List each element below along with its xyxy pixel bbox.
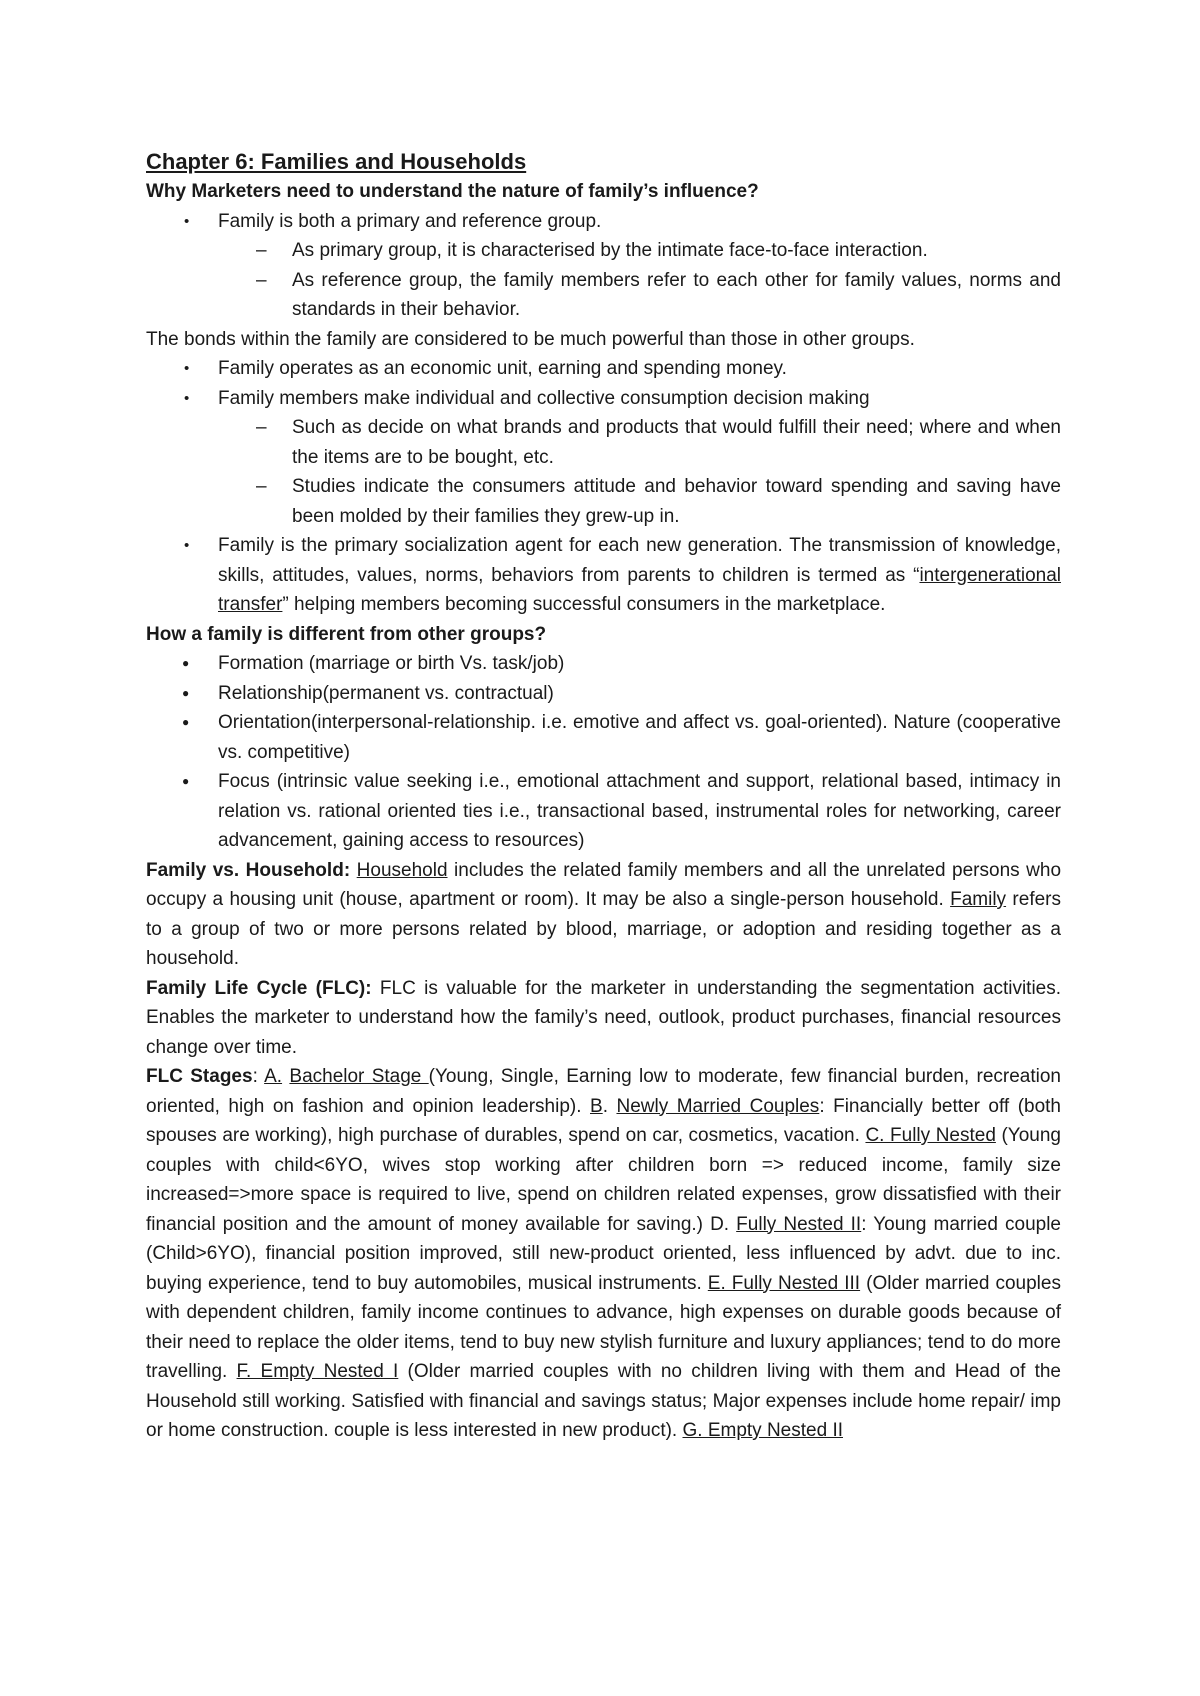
list-primary-reference <box>146 207 1061 325</box>
flc-label: Family Life Cycle (FLC): <box>146 977 372 999</box>
stage-empty-nested-i: F. Empty Nested I <box>236 1361 399 1382</box>
family-term: Family <box>950 889 1007 910</box>
stage-fully-nested-ii: Fully Nested II <box>736 1213 862 1235</box>
flc-stages-label: FLC Stages <box>146 1066 253 1087</box>
heading-why-marketers: Why Marketers need to understand the nature of family’s influence? <box>146 181 759 202</box>
paragraph-family-vs-household: Family vs. Household: Household includes the related family members and all the unrelated persons who occupy a housing unit (house, apartment or room). It may be also a single-person household. Family refers to a group of two or more persons related by blood, marriage, or adoption and residing together as a household. <box>146 859 1062 969</box>
family-vs-household-label: Family vs. Household <box>146 859 344 881</box>
household-term: Household <box>356 859 448 881</box>
stage-fully-nested: C. Fully Nested <box>865 1125 996 1146</box>
heading-family-different: How a family is different from other groups? <box>146 623 547 645</box>
dash-brands-products: – Such as decide on what brands and products that would fulfill their need; where and when the items are to be bought, etc. <box>146 413 1061 472</box>
stage-newly-married: Newly Married Couples <box>616 1095 820 1117</box>
bullet-orientation: ● Orientation(interpersonal-relationship. i.e. emotive and affect vs. goal-oriented). Nature (cooperative vs. competitive) <box>146 708 1061 767</box>
socialization-text-pre: Family is the primary socialization agent for each new generation. The transmission of knowledge, skills, attitudes, values, norms, behaviors from parents to children is termed as “ <box>218 535 1061 586</box>
dash-studies-indicate: – Studies indicate the consumers attitude and behavior toward spending and saving have been molded by their families they grew-up in. <box>146 472 1061 531</box>
bullet-formation: ● Formation (marriage or birth Vs. task/job) <box>146 649 1061 679</box>
stage-bachelor: Bachelor Stage <box>289 1066 429 1087</box>
stage-empty-nested-ii: G. Empty Nested II <box>682 1420 843 1441</box>
paragraph-flc: Family Life Cycle (FLC): FLC is valuable for the marketer in understanding the segmentation activities. Enables the marketer to understand how the family’s need, outlook, product purchases, financial resources change over time. <box>146 977 1062 1058</box>
intergenerational-transfer-term: intergenerational transfer <box>218 564 1061 615</box>
paragraph-bonds: The bonds within the family are considered to be much powerful than those in other groups. <box>146 328 915 350</box>
bullet-socialization-agent <box>146 531 1061 620</box>
document-page <box>146 147 1061 1446</box>
dash-primary-group: – As primary group, it is characterised by the intimate face-to-face interaction. <box>146 236 1061 266</box>
socialization-text-post: ” helping members becoming successful consumers in the marketplace. <box>282 594 886 615</box>
stage-fully-nested-iii: E. Fully Nested III <box>707 1272 861 1294</box>
paragraph-flc-stages: FLC Stages: A. Bachelor Stage (Young, Single, Earning low to moderate, few financial burden, recreation oriented, high on fashion and opinion leadership). B. Newly Married Couples: Financially better off (both spouses are working), high purchase of durables, spend on car, cosmetics, vacation. C. Fully Nested (Young couples with child<6YO, wives stop working after children born => reduced income, family size increased=>more space is required to live, spend on children related expenses, grow dissatisfied with their financial position and the amount of money available for saving.) D. Fully Nested II: Young married couple (Child>6YO), financial position improved, still new-product oriented, less influenced by advt. due to inc. buying experience, tend to buy automobiles, musical instruments. E. Fully Nested III (Older married couples with dependent children, family income continues to advance, high expenses on durable goods because of their need to replace the older items, tend to buy new stylish furniture and luxury appliances; tend to do more travelling. F. Empty Nested I (Older married couples with no children living with them and Head of the Household still working. Satisfied with financial and savings status; Major expenses include home repair/ imp or home construction. couple is less interested in new product). G. Empty Nested II <box>146 1066 1062 1441</box>
bullet-relationship: ● Relationship(permanent vs. contractual) <box>146 679 1061 709</box>
list-differences <box>146 649 1061 856</box>
bullet-primary-reference: • Family is both a primary and reference group. <box>146 207 1061 237</box>
chapter-title: Chapter 6: Families and Households <box>146 149 527 174</box>
bullet-economic-unit: • Family operates as an economic unit, earning and spending money. <box>146 354 1061 384</box>
bullet-decision-making: • Family members make individual and collective consumption decision making <box>146 384 1061 414</box>
dash-reference-group: – As reference group, the family members refer to each other for family values, norms and standards in their behavior. <box>146 266 1061 325</box>
bullet-focus: ● Focus (intrinsic value seeking i.e., emotional attachment and support, relational based, intimacy in relation vs. rational oriented ties i.e., transactional based, instrumental roles for networking, career advancement, gaining access to resources) <box>146 767 1061 856</box>
list-economic-unit <box>146 354 1061 620</box>
